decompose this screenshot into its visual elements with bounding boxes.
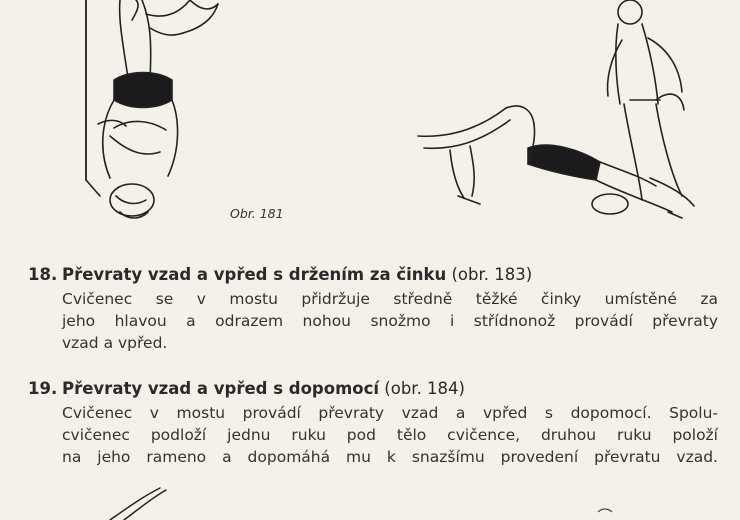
headstand-illustration xyxy=(80,0,230,230)
exercise-title: Převraty vzad a vpřed s držením za činku xyxy=(62,265,447,284)
exercise-heading xyxy=(28,378,718,400)
bridge-with-partner-illustration xyxy=(410,0,720,232)
exercise-description xyxy=(62,288,718,354)
description-line: vzad a vpřed. xyxy=(62,334,168,352)
exercise-description xyxy=(62,402,718,468)
exercise-number: 19. xyxy=(28,379,58,398)
description-line: Cvičenec v mostu provádí převraty vzad a vpřed s dopomocí. Spolu- xyxy=(62,404,718,422)
figure-reference: (obr. 183) xyxy=(451,265,533,284)
description-line: jeho hlavou a odrazem nohou snožmo i střídnonož provádí převraty xyxy=(62,312,718,330)
description-line: cvičenec podloží jednu ruku pod tělo cvičence, druhou ruku položí xyxy=(62,426,718,444)
exercise-heading xyxy=(28,264,718,286)
exercise-title: Převraty vzad a vpřed s dopomocí xyxy=(62,379,380,398)
bottom-figure-fragment xyxy=(100,486,220,520)
exercise-item-19 xyxy=(28,378,718,468)
bottom-mark xyxy=(596,506,616,516)
description-line: na jeho rameno a dopomáhá mu k snazšímu provedení převratu vzad. xyxy=(62,448,718,466)
exercise-number: 18. xyxy=(28,265,58,284)
figure-reference: (obr. 184) xyxy=(384,379,465,398)
description-line: Cvičenec se v mostu přidržuje středně těžké činky umístěné za xyxy=(62,290,718,308)
figure-caption: Obr. 181 xyxy=(230,206,284,221)
exercise-item-18 xyxy=(28,264,718,354)
